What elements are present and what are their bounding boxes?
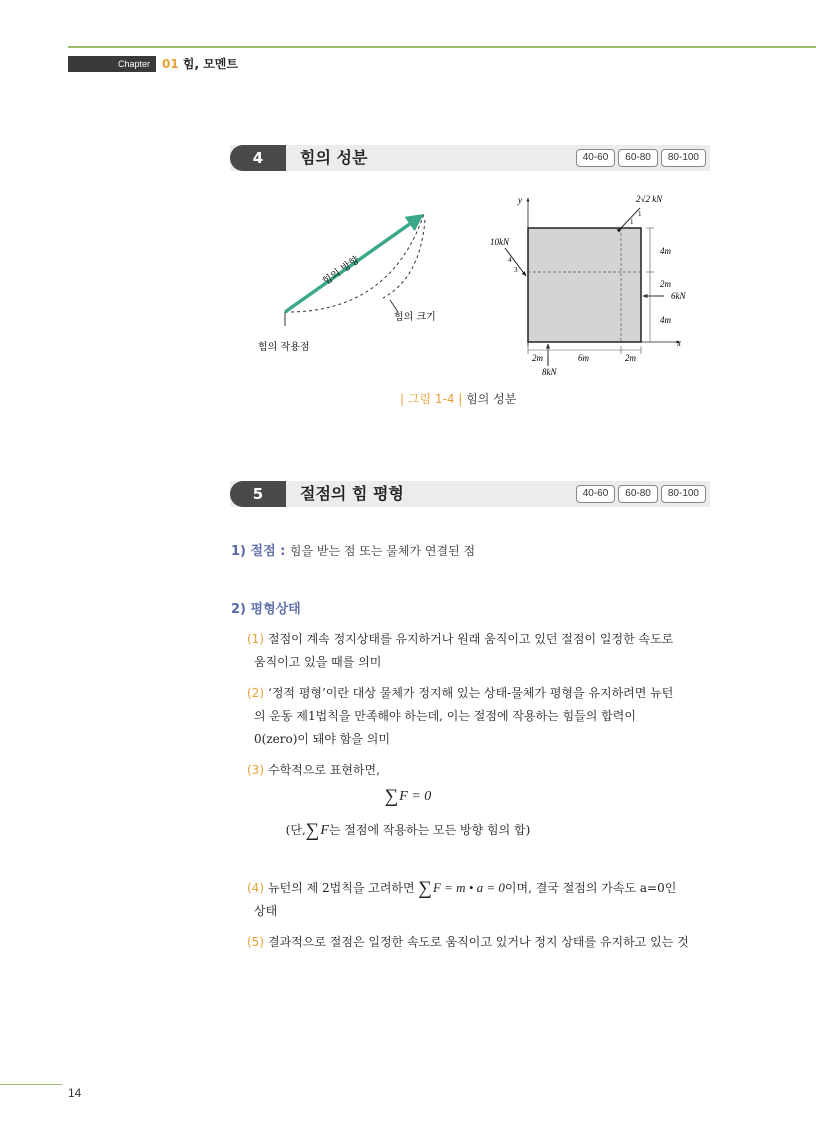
axis-y-label: y (518, 195, 522, 205)
caption-text: 힘의 성분 (466, 392, 517, 406)
svg-text:4m: 4m (660, 246, 671, 256)
svg-text:2m: 2m (625, 353, 636, 363)
svg-text:6m: 6m (578, 353, 589, 363)
chapter-name: 힘, 모멘트 (182, 57, 238, 71)
section-title: 절점의 힘 평형 (300, 484, 404, 503)
subheading-equilibrium: 2) 평형상태 (231, 602, 301, 617)
chapter-label: Chapter (68, 56, 156, 72)
footer-rule (0, 1084, 62, 1085)
svg-text:1: 1 (630, 218, 634, 226)
section-4-header (230, 145, 710, 171)
level-badges (576, 149, 706, 167)
section-5-header (230, 481, 710, 507)
plate (528, 228, 641, 342)
svg-text:3: 3 (514, 266, 518, 274)
force-left-label: 10kN (490, 237, 509, 247)
caption-label: 그림 1-4 (407, 392, 455, 406)
svg-text:4: 4 (508, 256, 512, 264)
level-badge: 80-100 (661, 149, 706, 167)
svg-text:4m: 4m (660, 315, 671, 325)
level-badge: 40-60 (576, 485, 616, 503)
force-vector-diagram (258, 214, 436, 353)
list-item: (3) 수학적으로 표현하면, (247, 763, 380, 777)
chapter-title (162, 56, 238, 72)
header-rule (68, 46, 816, 48)
svg-text:2m: 2m (532, 353, 543, 363)
equation-note: (단,∑F는 절점에 작용하는 모든 방향 힘의 합) (285, 820, 531, 841)
list-item: (5) 결과적으로 절점은 일정한 속도로 움직이고 있거나 정지 상태를 유지하고 있는 것 (247, 935, 689, 949)
list-item: (2) ‘정적 평형’이란 대상 물체가 정지해 있는 상태-물체가 평형을 유지하려면 뉴턴 의 운동 제1법칙을 만족해야 하는데, 이는 절점에 작용하는 힘들의 합력이 0(zero)이 돼야 함을 의미 (247, 686, 674, 746)
level-badge: 60-80 (618, 149, 658, 167)
magnitude-label: 힘의 크기 (394, 312, 436, 323)
force-bottom-label: 8kN (542, 367, 557, 377)
svg-text:1: 1 (638, 210, 642, 218)
point-label: 힘의 작용점 (258, 342, 310, 353)
equation-sum-force: ∑F = 0 (384, 786, 432, 807)
node-definition: 힘을 받는 점 또는 물체가 연결된 점 (289, 544, 476, 558)
axis-x-label: x (677, 338, 681, 348)
level-badge: 60-80 (618, 485, 658, 503)
list-item: (4) 뉴턴의 제 2법칙을 고려하면 ∑F = m • a = 0이며, 결국 절점의 가속도 a=0인 상태 (247, 878, 677, 918)
page-number: 14 (68, 1086, 82, 1100)
force-top-label: 2√2 kN (636, 194, 663, 204)
subheading-node: 1) 절점 : 힘을 받는 점 또는 물체가 연결된 점 (231, 544, 476, 559)
force-components-figure (240, 188, 710, 383)
plate-diagram (490, 194, 686, 377)
list-item: (1) 절점이 계속 정지상태를 유지하거나 원래 움직이고 있던 절점이 일정한 속도로 움직이고 있을 때를 의미 (247, 632, 674, 669)
force-right-label: 6kN (671, 291, 686, 301)
svg-text:2m: 2m (660, 279, 671, 289)
level-badge: 40-60 (576, 149, 616, 167)
section-number: 4 (230, 145, 286, 171)
level-badge: 80-100 (661, 485, 706, 503)
level-badges (576, 485, 706, 503)
direction-label: 힘의 방향 (320, 254, 362, 288)
chapter-number: 01 (162, 57, 179, 71)
section-title: 힘의 성분 (300, 148, 368, 167)
figure-caption: | 그림 1-4 | 힘의 성분 (400, 392, 517, 406)
section-number: 5 (230, 481, 286, 507)
